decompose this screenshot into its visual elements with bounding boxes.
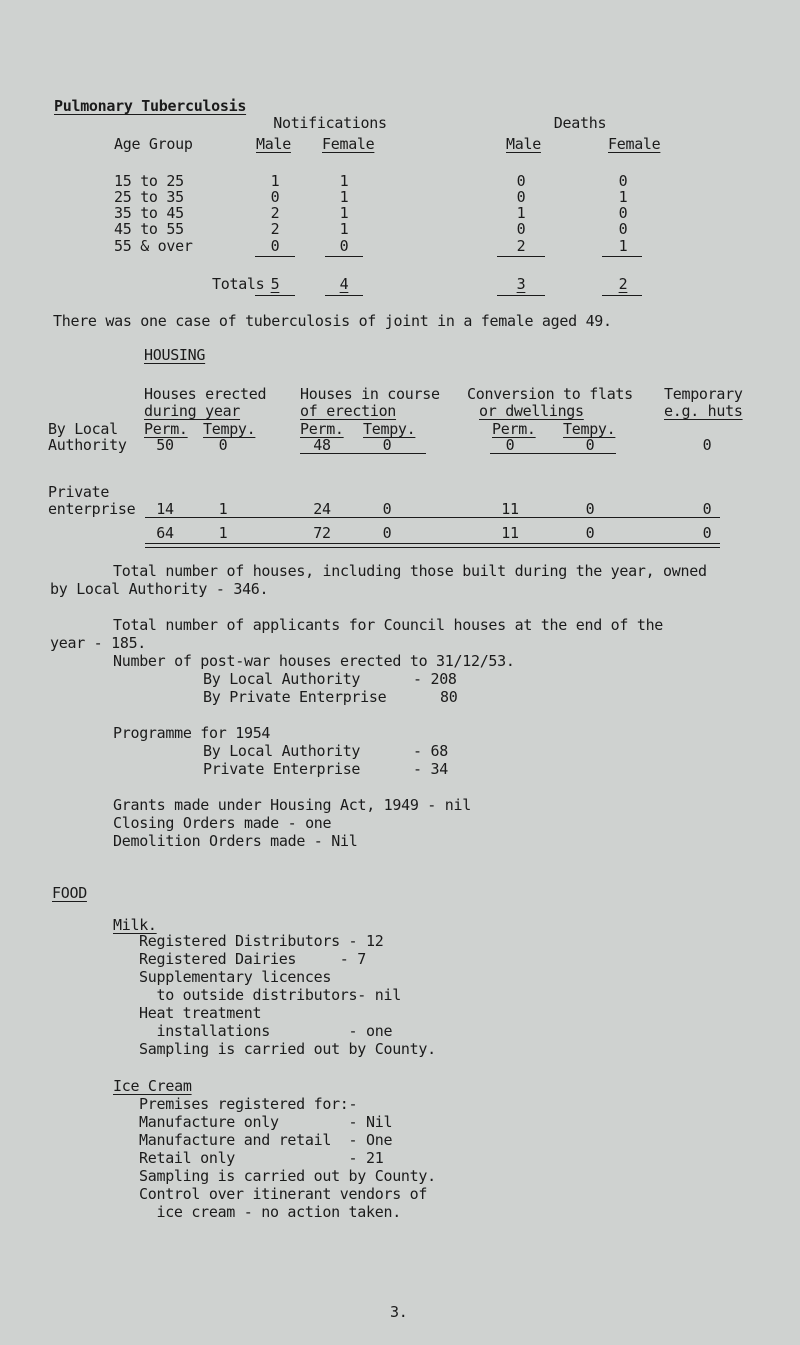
applicants-text: year - 185. [50, 634, 147, 652]
total-double-rule [145, 543, 720, 548]
pe-cell: 14 [156, 500, 174, 518]
row-label-private-enterprise: enterprise [48, 500, 136, 518]
subtotal-rule [497, 256, 545, 257]
col-houses-in-course: of erection [300, 402, 397, 420]
tb-heading: Pulmonary Tuberculosis [54, 97, 247, 115]
total-cell: 0 [585, 524, 595, 542]
ice-cream-line: Sampling is carried out by County. [139, 1167, 436, 1185]
age-cell: 45 to 55 [114, 220, 184, 238]
postwar-title: Number of post-war houses erected to 31/12/53. [113, 652, 515, 670]
ice-cream-line: ice cream - no action taken. [139, 1203, 401, 1221]
la-rule [490, 453, 616, 454]
deaths-male-cell: 2 [516, 237, 526, 255]
programme-pe-value: - 34 [413, 760, 448, 778]
age-group-header: Age Group [114, 135, 193, 153]
col-temporary: e.g. huts [664, 402, 743, 420]
tempy-header: Tempy. [203, 420, 256, 438]
postwar-la-label: By Local Authority [203, 670, 361, 688]
la-cell: 0 [218, 436, 228, 454]
total-deaths-male: 3 [516, 275, 526, 293]
ice-cream-line: Manufacture only - Nil [139, 1113, 393, 1131]
milk-title: Milk. [113, 916, 157, 934]
milk-line: Registered Dairies - 7 [139, 950, 367, 968]
deaths-female-cell: 1 [618, 188, 628, 206]
col-houses-erected: Houses erected [144, 385, 267, 403]
programme-la-value: - 68 [413, 742, 448, 760]
perm-header: Perm. [492, 420, 536, 438]
deaths-female-cell: 0 [618, 220, 628, 238]
page-number: 3. [390, 1303, 408, 1321]
pe-cell: 11 [501, 500, 519, 518]
milk-line: Sampling is carried out by County. [139, 1040, 436, 1058]
pe-cell: 24 [313, 500, 331, 518]
deaths-header: Deaths [553, 114, 607, 132]
applicants-text: Total number of applicants for Council houses at the end of the [113, 616, 664, 634]
notif-male-cell: 2 [270, 204, 280, 222]
tempy-header: Tempy. [363, 420, 416, 438]
postwar-pe-value: 80 [440, 688, 458, 706]
tempy-header: Tempy. [563, 420, 616, 438]
deaths-male-cell: 1 [516, 204, 526, 222]
notif-male-cell: 0 [270, 237, 280, 255]
total-cell: 72 [313, 524, 331, 542]
totals-label: Totals [212, 275, 265, 293]
grants-text: Grants made under Housing Act, 1949 - nil [113, 796, 471, 814]
milk-line: Supplementary licences [139, 968, 332, 986]
total-cell: 11 [501, 524, 519, 542]
pe-cell: 1 [218, 500, 228, 518]
total-cell: 0 [382, 524, 392, 542]
totals-rule [255, 295, 295, 296]
notifications-header: Notifications [273, 114, 387, 132]
notif-female-cell: 1 [339, 188, 349, 206]
la-cell: 0 [585, 436, 595, 454]
subtotal-rule [325, 256, 363, 257]
joint-note: There was one case of tuberculosis of joint in a female aged 49. [53, 312, 612, 330]
total-cell: 0 [702, 524, 712, 542]
programme-pe-label: Private Enterprise [203, 760, 361, 778]
pe-cell: 0 [702, 500, 712, 518]
la-rule [300, 453, 426, 454]
ice-cream-line: Premises registered for:- [139, 1095, 358, 1113]
deaths-female-cell: 0 [618, 204, 628, 222]
la-cell: 0 [505, 436, 515, 454]
programme-title: Programme for 1954 [113, 724, 271, 742]
deaths-male-cell: 0 [516, 172, 526, 190]
ice-cream-line: Retail only - 21 [139, 1149, 384, 1167]
totals-rule [602, 295, 642, 296]
la-cell: 48 [313, 436, 331, 454]
total-cell: 1 [218, 524, 228, 542]
notif-female-cell: 1 [339, 220, 349, 238]
total-notif-male: 5 [270, 275, 280, 293]
row-label-local-authority: By Local [48, 420, 118, 438]
total-deaths-female: 2 [618, 275, 628, 293]
perm-header: Perm. [300, 420, 344, 438]
notif-female-cell: 0 [339, 237, 349, 255]
deaths-female-header: Female [608, 135, 661, 153]
age-cell: 55 & over [114, 237, 193, 255]
la-cell: 0 [702, 436, 712, 454]
notif-male-cell: 1 [270, 172, 280, 190]
col-houses-erected: during year [144, 402, 241, 420]
notif-male-cell: 0 [270, 188, 280, 206]
col-conversion: or dwellings [479, 402, 584, 420]
total-owned-text: Total number of houses, including those built during the year, owned [113, 562, 707, 580]
milk-line: Registered Distributors - 12 [139, 932, 384, 950]
la-cell: 50 [156, 436, 174, 454]
milk-line: installations - one [139, 1022, 393, 1040]
postwar-la-value: - 208 [413, 670, 457, 688]
total-cell: 64 [156, 524, 174, 542]
col-temporary: Temporary [664, 385, 743, 403]
la-cell: 0 [382, 436, 392, 454]
pe-rule [145, 517, 720, 518]
housing-heading: HOUSING [144, 346, 206, 364]
perm-header: Perm. [144, 420, 188, 438]
ice-cream-line: Control over itinerant vendors of [139, 1185, 428, 1203]
milk-line: to outside distributors- nil [139, 986, 401, 1004]
row-label-local-authority: Authority [48, 436, 127, 454]
deaths-female-cell: 1 [618, 237, 628, 255]
row-label-private-enterprise: Private [48, 483, 110, 501]
subtotal-rule [255, 256, 295, 257]
notif-female-cell: 1 [339, 172, 349, 190]
col-houses-in-course: Houses in course [300, 385, 440, 403]
total-owned-text: by Local Authority - 346. [50, 580, 269, 598]
age-cell: 15 to 25 [114, 172, 184, 190]
subtotal-rule [602, 256, 642, 257]
total-notif-female: 4 [339, 275, 349, 293]
age-cell: 25 to 35 [114, 188, 184, 206]
col-conversion: Conversion to flats [467, 385, 633, 403]
closing-orders-text: Closing Orders made - one [113, 814, 332, 832]
deaths-female-cell: 0 [618, 172, 628, 190]
programme-la-label: By Local Authority [203, 742, 361, 760]
pe-cell: 0 [382, 500, 392, 518]
food-heading: FOOD [52, 884, 87, 902]
ice-cream-title: Ice Cream [113, 1077, 192, 1095]
notif-male-cell: 2 [270, 220, 280, 238]
age-cell: 35 to 45 [114, 204, 184, 222]
deaths-male-cell: 0 [516, 220, 526, 238]
demolition-orders-text: Demolition Orders made - Nil [113, 832, 358, 850]
pe-cell: 0 [585, 500, 595, 518]
notif-female-cell: 1 [339, 204, 349, 222]
deaths-male-cell: 0 [516, 188, 526, 206]
deaths-male-header: Male [506, 135, 541, 153]
totals-rule [497, 295, 545, 296]
totals-rule [325, 295, 363, 296]
ice-cream-line: Manufacture and retail - One [139, 1131, 393, 1149]
milk-line: Heat treatment [139, 1004, 262, 1022]
notif-male-header: Male [256, 135, 291, 153]
postwar-pe-label: By Private Enterprise [203, 688, 387, 706]
notif-female-header: Female [322, 135, 375, 153]
